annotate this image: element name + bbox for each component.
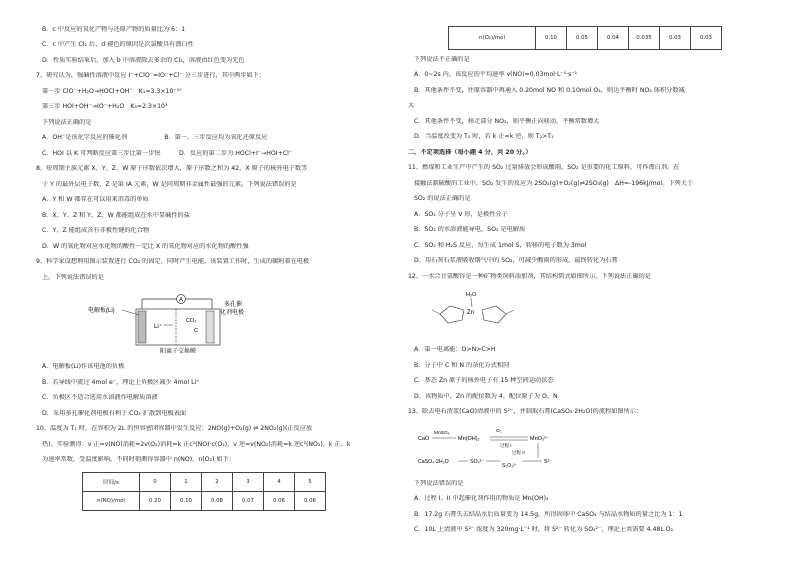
option-line: D．用石灰石浆液吸收烟气中的 SO₂，可减少酸雨的形成，最终转化为石膏 <box>414 257 618 265</box>
section-heading: 二、不定项选择（每小题 4 分，共 20 分。） <box>408 148 532 156</box>
option-line: B．分子中 C 和 N 的杂化方式相同 <box>414 361 510 369</box>
s2o32-label: S₂O₃²⁻ <box>502 462 518 469</box>
co2-label: CO₂ <box>186 318 197 325</box>
table-cell: 2 <box>202 472 233 491</box>
table-cell: 0.08 <box>202 491 233 510</box>
table-cell: 3 <box>233 472 264 491</box>
table-cell: 0.10 <box>171 491 202 510</box>
ion-label: Li⁺ <box>154 324 162 331</box>
option-line: D．采用多孔催化剂电极有利于 CO₂ 扩散到电极表面 <box>42 409 187 417</box>
table-cell: 0.07 <box>233 491 264 510</box>
option-line: B．其他条件不变，往原容器中再通入 0.20mol NO 和 0.10mol O₂，则达平衡时 NO₂ 体积分数减 <box>414 86 685 94</box>
table-cell: 0.04 <box>598 27 629 50</box>
question-10-continued <box>408 56 764 142</box>
option-line: C．负极区不适合选用水溶液作电解质溶液 <box>42 394 158 402</box>
table-cell: n(O₂)/mol <box>449 27 536 50</box>
table-cell: 0.05 <box>567 27 598 50</box>
question-7 <box>36 72 386 158</box>
option-line: A．Y 和 W 都存在可以用来消毒的单质 <box>42 196 149 204</box>
question-12 <box>408 273 764 402</box>
porous-electrode <box>206 311 214 343</box>
right-chelate-ring <box>482 306 506 323</box>
question-stem: 11、燃煤和工业生产中产生的 SO₂ 过量排放会形成酸雨。SO₂ 是重要的化工原料，可作漂白剂。在 <box>408 164 680 172</box>
left-column <box>36 26 386 511</box>
question-stem: 7、研究认为，强碱性溶液中反应 I⁻+ClO⁻=IO⁻+Cl⁻ 分三步进行，其中两步如下： <box>36 72 266 80</box>
text-line: 第三步 HOI+OH⁻→IO⁻+H₂O K₃=2.3×10³ <box>42 103 168 111</box>
right-electrode-label: 化剂电极 <box>220 310 245 317</box>
caso4-label: CaSO₄·2H₂O <box>418 458 449 465</box>
option-line: C．10L 上清液中 S²⁻ 浓度为 320mg·L⁻¹ 时，将 S²⁻ 转化为 SO₄²⁻，理论上共需要 4.48L O₂ <box>414 526 674 534</box>
carbon-label: C <box>194 328 198 335</box>
table-cell: 0.10 <box>536 27 567 50</box>
text-line: 为速率常数，受温度影响。不同时刻测得容器中 n(NO)、n(O₂) 如下： <box>42 456 235 464</box>
table-row <box>449 27 722 50</box>
left-electrode-label: 电解板(Li) <box>88 308 115 315</box>
table-cell: 5 <box>295 472 326 491</box>
question-stem: 12、一水合甘氨酸锌是一种矿物类饲料添加剂，其结构简式如图所示。下列说法正确的是 <box>408 272 651 280</box>
option-line: C．Y、Z 能组成含有非极性键的化合物 <box>42 227 150 235</box>
option-line: C．HOI 以 K 可判断反应第三步比第一步快 D．反应的第二步为 HOCl+I⁻→HOI+Cl⁻ <box>42 149 293 157</box>
table-cell: 0.03 <box>660 27 691 50</box>
table-cell: 0.06 <box>264 491 295 510</box>
battery-diagram <box>36 291 256 353</box>
option-line: D．W 的氧化物对应水化物的酸性一定比 X 的氧化物对应的水化物的酸性强 <box>42 242 249 250</box>
table-cell: 0.06 <box>295 491 326 510</box>
text-line: SO₂ 的说法正确的是 <box>414 195 471 203</box>
option-line: B．17.2g 石膏失去结晶水后质量变为 14.5g，所得固体中 CaSO₄ 与结晶水物质的量之比为 1：1 <box>414 510 683 518</box>
ammeter-label: A <box>178 297 184 304</box>
question-stem: 13、除去电石渣浆(CaO)清液中的 S²⁻，并制取石膏(CaSO₄·2H₂O)的流程如图所示： <box>408 408 643 416</box>
process-2-label: 过程 II <box>512 449 525 455</box>
option-line: A．第一电离能：O>N>C>H <box>414 346 496 354</box>
text-line: B．c 中反应的氧化产物与还原产物的质量比为 6：1 <box>42 26 186 33</box>
question-11 <box>408 164 764 266</box>
text-line: 第一步 ClO⁻+H₂O→HOCl+OH⁻ K₁=3.3×10⁻¹⁰ <box>42 87 182 95</box>
zinc-glycinate-structure <box>426 290 536 336</box>
right-column <box>408 26 764 542</box>
text-line: 下列说法不正确的是 <box>414 56 470 63</box>
option-line: A．OH⁻是该化学反应的催化剂 B．第一、三步反应均为氧化还原反应 <box>42 134 268 142</box>
table-cell: 1 <box>171 472 202 491</box>
data-table <box>82 472 326 511</box>
question-10 <box>36 425 386 510</box>
question-stem: 8、短周期主族元素 X、Y、Z、W 原子序数依次增大，原子序数之和为 42，X 原子的核外电子数等 <box>36 165 308 173</box>
question-stem: 9、科学家设想利用图示装置进行 CO₂ 的固定，同时产生电能，该装置工作时，生成的碳附着在电极 <box>36 258 310 266</box>
option-line: B．若导线中流过 4mol e⁻，理论上负极区减少 4mol Li⁺ <box>42 378 200 386</box>
mnso4-label: MnSO₄ <box>434 430 450 436</box>
text-line: 热)。实验测得：v 正=v(NO)消耗=2v(O₂)消耗=k 正c²(NO)·c(O₂)，v 逆=v(NO₂)消耗=k 逆c²(NO₂)，k 正、k <box>42 440 351 448</box>
mno3-label: MnO₃²⁻ <box>530 435 549 442</box>
gypsum-flow-diagram <box>416 426 586 470</box>
option-line: A．SO₂ 分子呈 V 形，是极性分子 <box>414 210 508 218</box>
option-line: D．该物质中，Zn 的配位数为 4，配位原子为 O、N <box>414 392 558 400</box>
so42-label: SO₄²⁻ <box>470 458 485 465</box>
lithium-electrode <box>138 311 146 343</box>
table-cell: 0 <box>140 472 171 491</box>
right-electrode-label: 多孔催 <box>224 302 243 309</box>
table-cell: 4 <box>264 472 295 491</box>
water-label: H₂O <box>466 292 477 299</box>
option-line: B．SO₂ 的水溶液能导电，SO₂ 是电解质 <box>414 226 526 234</box>
text-line: 下列说法正确的是 <box>42 118 92 126</box>
option-line: A．0~2s 内，该反应的平均速率 v(NO)=0.03mol·L⁻¹·s⁻¹ <box>414 71 578 79</box>
s2-label: S²⁻ <box>544 458 552 465</box>
option-line: A．过程 I、II 中起催化剂作用的物质是 Mn(OH)₂ <box>414 495 549 503</box>
cao-label: CaO <box>418 435 430 442</box>
question-stem: 10、温度为 T₁ 时，在容积为 2L 的恒容密闭容器中发生反应：2NO(g)+O₂(g) ⇌ 2NO₂(g)(正反应放 <box>36 425 313 433</box>
text-line: 下列说法错误的是 <box>414 479 464 487</box>
text-line: 上。下列说法错误的是 <box>42 273 104 281</box>
process-1-label: 过程 I <box>500 442 512 448</box>
text-line: 接触法制硫酸的工业中，SO₂ 发生的反应为 2SO₂(g)+O₂(g)⇌2SO₃(g) ΔH=-196kJ/mol。下列关于 <box>414 179 694 187</box>
option-line: C．其他条件不变，移走部分 NO₂，则平衡正向移动，平衡常数增大 <box>414 117 600 125</box>
membrane-label: 阳离子交换膜 <box>159 349 197 354</box>
text-line: 于 Y 的最外层电子数，Z 是第 IA 元素，W 是同周期非金属性最强的元素。下列说法错误的是 <box>42 180 297 188</box>
table-cell: 时间/s <box>83 472 140 491</box>
question-13 <box>408 408 764 535</box>
table-cell: n(NO)/mol <box>83 491 140 510</box>
text-line: C．c 中产生 Cl₂ 后，d 褪色的原因是次氯酸具有漂白性 <box>42 41 194 49</box>
table-cell: 0.20 <box>140 491 171 510</box>
table-row <box>83 472 326 491</box>
option-line: C．基态 Zn 原子的核外电子有 15 种空间运动状态 <box>414 377 554 385</box>
table-cell: 0.035 <box>629 27 660 50</box>
question-8 <box>36 165 386 251</box>
left-chelate-ring <box>440 306 464 323</box>
table-cell: 0.03 <box>691 27 722 50</box>
text-line: D．性质实验结束后，加入 b 中溶液除去多余的 Cl₂，溶液由红色变为无色 <box>42 56 245 64</box>
o2-label: O₂ <box>496 428 502 434</box>
mnoh2-label: Mn(OH)₂ <box>458 435 480 442</box>
option-line: C．SO₂ 和 H₂S 反应，每生成 1mol S，转移的电子数为 3mol <box>414 241 587 249</box>
text-line: 大 <box>408 102 415 110</box>
option-line: D．当温度改变为 T₂ 时，若 k 正=k 逆，则 T₂>T₁ <box>414 133 554 141</box>
data-table-continued <box>448 26 722 50</box>
zinc-label: Zn <box>467 310 475 317</box>
question-9 <box>36 258 386 418</box>
option-line: A．电解板(Li)作该电池的负极 <box>42 363 125 371</box>
option-line: B．X、Y、Z 和 Y、Z、W 都能组成在水中显碱性的盐 <box>42 211 190 219</box>
q6-options-continued <box>36 26 386 66</box>
table-row <box>83 491 326 510</box>
